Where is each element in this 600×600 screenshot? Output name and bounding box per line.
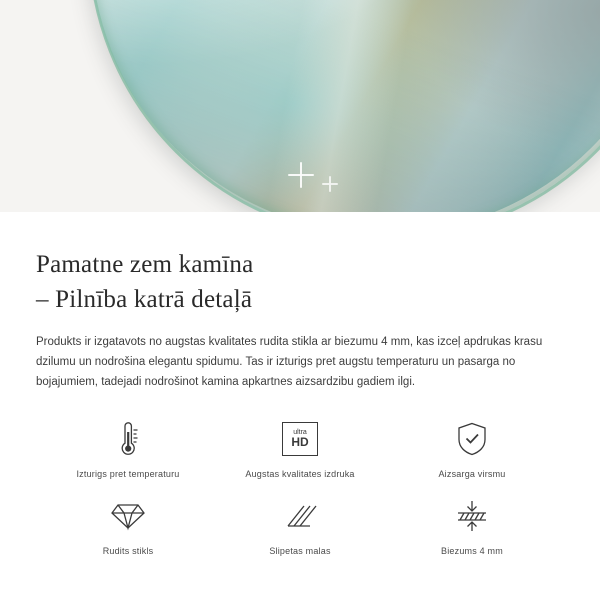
title-line-1: Pamatne zem kamīna: [36, 251, 254, 278]
shield-check-icon: [456, 418, 488, 460]
page-title: [36, 248, 564, 317]
title-line-2: – Pilnība katrā detaļā: [36, 285, 253, 313]
feature-caption: Rudits stikls: [102, 546, 154, 557]
diamond-icon: [110, 495, 146, 537]
feature-item: [42, 418, 214, 479]
feature-caption: Slipetas malas: [269, 546, 331, 557]
feature-caption: Augstas kvalitates izdruka: [245, 469, 355, 480]
feature-item: [214, 418, 386, 479]
thermometer-icon: [111, 418, 145, 460]
feature-item: [386, 418, 558, 479]
ultra-hd-icon: [282, 418, 318, 460]
feature-caption: Biezums 4 mm: [441, 546, 503, 557]
feature-item: [42, 495, 214, 556]
feature-item: [214, 495, 386, 556]
polished-edges-icon: [282, 495, 318, 537]
ultra-hd-badge-bottom: HD: [291, 435, 309, 450]
thickness-icon: [453, 495, 491, 537]
feature-grid: [36, 418, 564, 556]
hero-image: [0, 0, 600, 212]
feature-caption: Izturigs pret temperaturu: [76, 469, 180, 480]
description-text: Produkts ir izgatavots no augstas kvalitates rudita stikla ar biezumu 4 mm, kas izceļ apdrukas krasu dzilumu un nodrošina elegantu spidumu. Tas ir izturigs pret augstu temperaturu un pasarga no bojajumiem, tadejadi nodrošinot kamina apkartnes aizsardzibu gadiem ilgi.: [36, 336, 543, 388]
content-section: [0, 212, 600, 556]
feature-item: [386, 495, 558, 556]
feature-caption: Aizsarga virsmu: [438, 469, 506, 480]
ultra-hd-badge-top: ultra: [293, 429, 307, 437]
